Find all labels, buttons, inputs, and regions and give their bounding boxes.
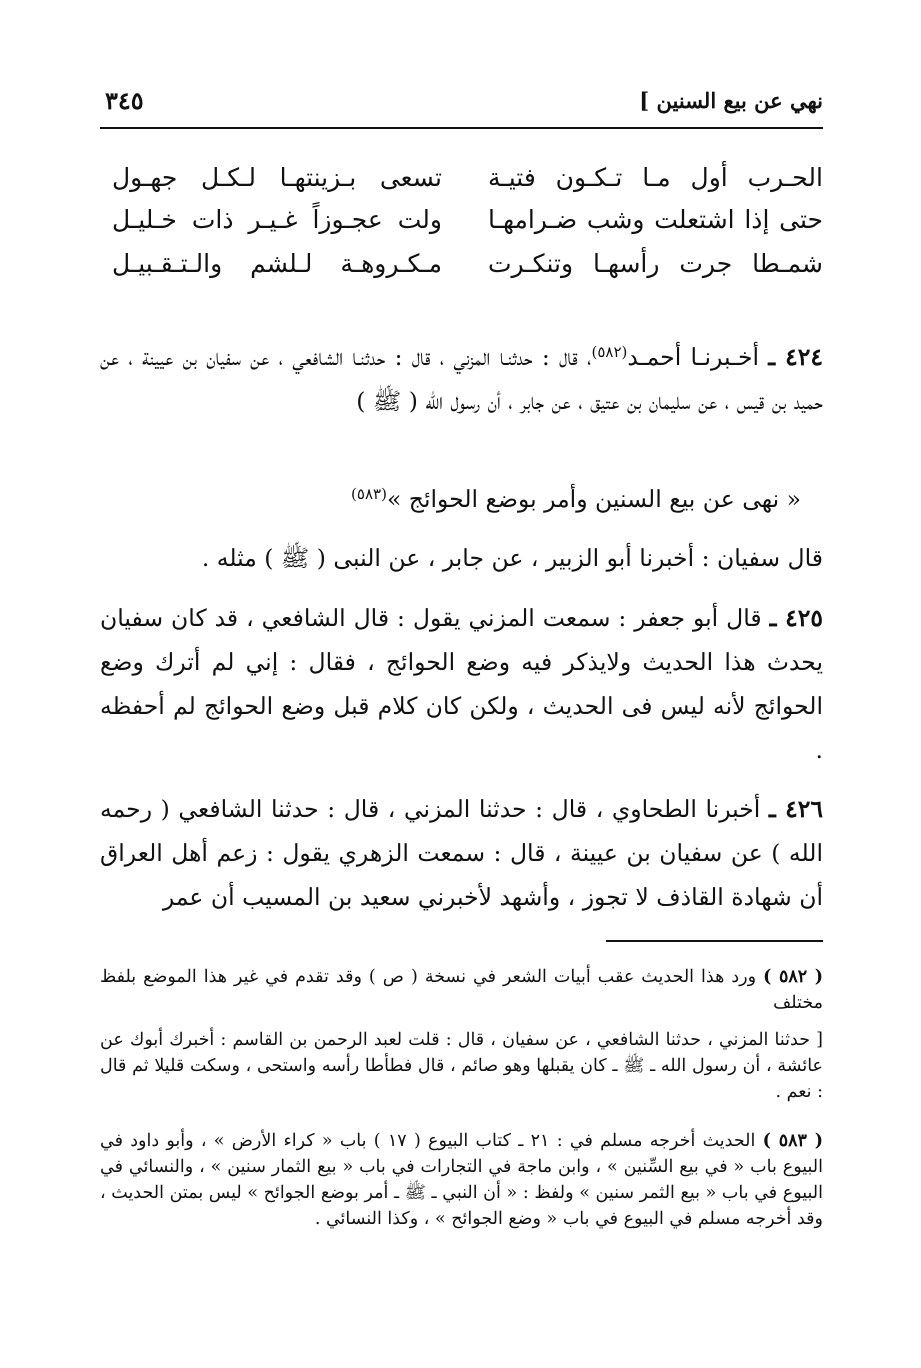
sufyan-line [100, 536, 823, 580]
poem-hemistich: حتى إذا اشتعلت وشب ضـرامهـا [488, 205, 823, 234]
sufyan-text: قال سفيان : أخبرنا أبو الزبير ، عن جابر ، عن النبى ( ﷺ ) مثله . [201, 544, 823, 572]
hadith-intro: أخـبرنـا أحمـد [627, 343, 760, 371]
poem-verse-3 [100, 249, 823, 289]
poem-verse-2 [100, 205, 823, 245]
footnote-rule [606, 940, 823, 942]
poem-verse-1 [100, 163, 823, 203]
footnote-ref: (٥٨٣) [351, 485, 387, 503]
poem-hemistich: شمـطا جرت رأسهـا وتنكـرت [488, 249, 823, 278]
footnote-582 [100, 964, 823, 1016]
hadith-text: قال أبو جعفر : سمعت المزني يقول : قال الشافعي ، قد كان سفيان يحدث هذا الحديث ولايذكر فيه وضع الحوائج ، فقال : إني لم أترك وضع الحوائج لأنه ليس فى الحديث ، ولكن كان كلام قبل وضع الحوائج لم أحفظه . [100, 604, 823, 764]
footnote-label: ( ٥٨٢ ) [763, 967, 823, 987]
footnote-ref: (٥٨٢) [591, 343, 628, 361]
hadith-quote [110, 472, 801, 521]
hadith-426 [100, 787, 823, 919]
footnote-583 [100, 1128, 823, 1232]
running-head [105, 86, 823, 122]
hadith-number: ٤٢٥ ـ [769, 604, 823, 632]
page-number: ٣٤٥ [105, 86, 144, 115]
footnote-text: ورد هذا الحديث عقب أبيات الشعر في نسخة ( ص ) وقد تقدم في غير هذا الموضع بلفظ مختلف [100, 967, 823, 1013]
footnote-label: ( ٥٨٣ ) [762, 1131, 824, 1151]
hadith-number: ٤٢٦ ـ [768, 795, 823, 823]
quote-text: « نهى عن بيع السنين وأمر بوضع الحوائج » [386, 485, 801, 513]
header-rule [100, 127, 823, 129]
poem-hemistich: مـكـروهـة لـلشم والـتـقـبيـل [112, 249, 442, 278]
poem-hemistich: ولت عجـوزاً غـيـر ذات خـليـل [112, 205, 442, 234]
poem-hemistich: الحـرب أول مـا تـكـون فتيـة [488, 163, 823, 192]
footnote-text: الحديث أخرجه مسلم في : ٢١ ـ كتاب البيوع ( ١٧ ) باب « كراء الأرض » ، وأبو داود في البيوع باب « في بيع السِّنين » ، وابن ماجة في التجارات في باب « بيع الثمار سنين » ، والنسائي في البيوع في باب « بيع الثمر سنين » ولفظ : « أن النبي ـ ﷺ ـ أمر بوضع الجوائح » ليس بمتن الحديث ، وقد أخرجه مسلم في البيوع في باب « وضع الجوائح » ، وكذا النسائي . [100, 1131, 823, 1229]
footnote-582-note [100, 1027, 823, 1105]
hadith-424 [100, 330, 823, 423]
hadith-text: ، قال : حدثنـا المزني ، قال : حدثنـا الشافعي ، عن سفيان بن عيينة ، عن حميد بن قيس ، عن سليمان بن عتيق ، عن جابر ، أن رسول الله ( ﷺ ) [100, 343, 823, 415]
hadith-text: أخبرنا الطحاوي ، قال : حدثنا المزني ، قال : حدثنا الشافعي ( رحمه الله ) عن سفيان بن عيينة ، قال : سمعت الزهري يقول : زعم أهل العراق أن شهادة القاذف لا تجوز ، وأشهد لأخبرني سعيد بن المسيب أن عمر [100, 795, 823, 911]
hadith-425 [100, 596, 823, 772]
poem-hemistich: تسعى بـزينتهـا لـكـل جهـول [112, 163, 442, 192]
hadith-number: ٤٢٤ ـ [768, 343, 823, 371]
running-title: نهي عن بيع السنين ] [639, 88, 823, 113]
footnote-text: [ حدثنا المزني ، حدثنا الشافعي ، عن سفيان ، قال : قلت لعبد الرحمن بن القاسم : أخبرك أبوك عن عائشة ، أن رسول الله ـ ﷺ ـ كان يقبلها وهو صائم ، قال فطأطا رأسه واستحى ، وسكت قليلا ثم قال : نعم . [100, 1030, 823, 1102]
